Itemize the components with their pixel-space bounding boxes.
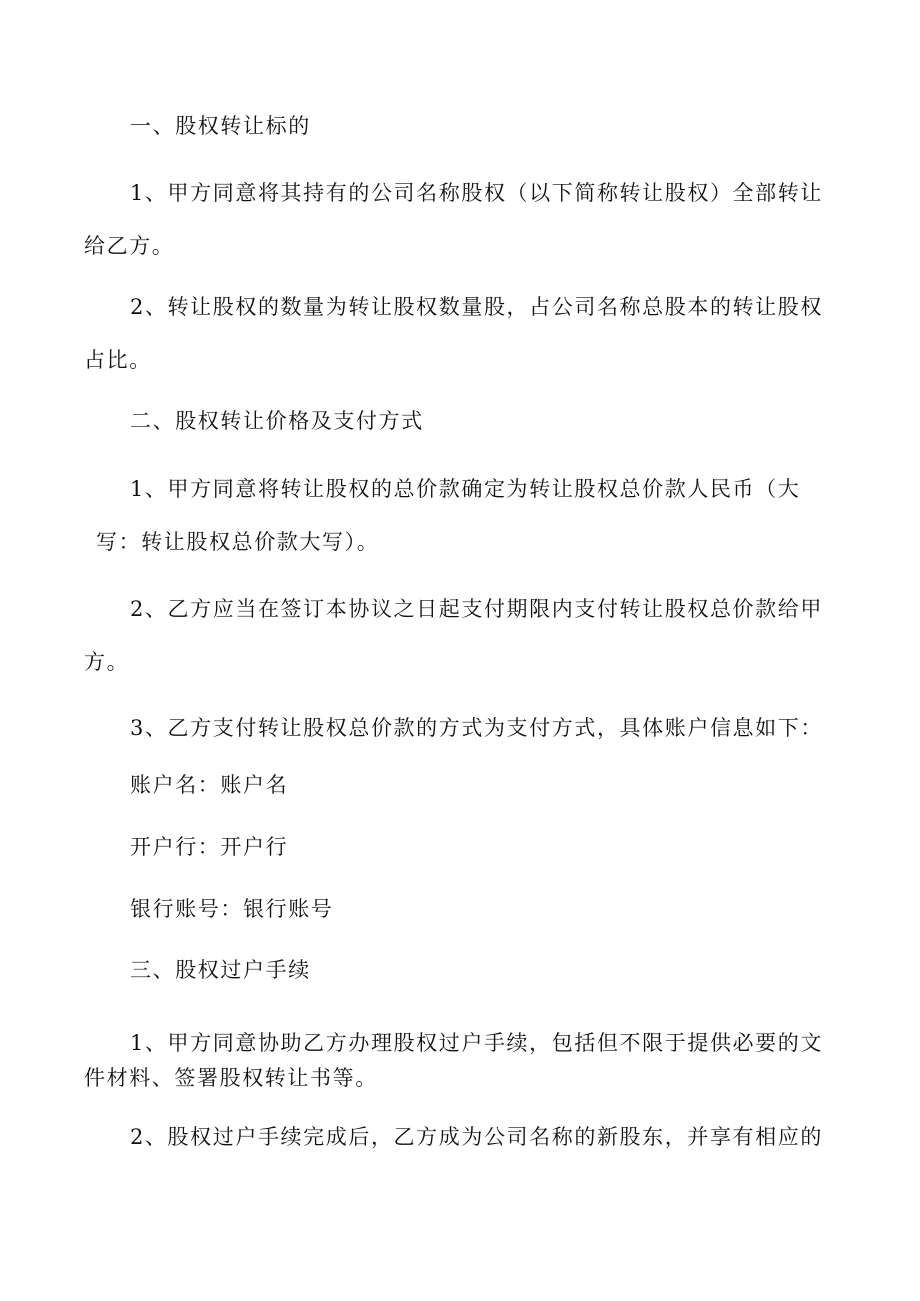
section-heading-2: 二、股权转让价格及支付方式 <box>130 409 424 433</box>
paragraph-line: 1、甲方同意将其持有的公司名称股权（以下简称转让股权）全部转让 <box>130 181 823 205</box>
paragraph-line: 2、转让股权的数量为转让股权数量股，占公司名称总股本的转让股权 <box>130 295 823 319</box>
paragraph-line: 件材料、签署股权转让书等。 <box>84 1066 378 1090</box>
paragraph-line: 给乙方。 <box>84 234 175 258</box>
account-name-line: 账户名：账户名 <box>130 773 289 797</box>
section-heading-1: 一、股权转让标的 <box>130 114 311 138</box>
paragraph-line: 方。 <box>84 650 130 674</box>
paragraph-line: 2、股权过户手续完成后，乙方成为公司名称的新股东，并享有相应的 <box>130 1125 823 1149</box>
bank-line: 开户行：开户行 <box>130 835 289 859</box>
paragraph-line: 3、乙方支付转让股权总价款的方式为支付方式，具体账户信息如下： <box>130 716 823 740</box>
paragraph-line: 占比。 <box>84 348 152 372</box>
paragraph-line: 1、甲方同意将转让股权的总价款确定为转让股权总价款人民币（大 <box>130 477 801 501</box>
paragraph-line: 2、乙方应当在签订本协议之日起支付期限内支付转让股权总价款给甲 <box>130 597 823 621</box>
section-heading-3: 三、股权过户手续 <box>130 958 311 982</box>
account-number-line: 银行账号：银行账号 <box>130 897 334 921</box>
paragraph-line: 1、甲方同意协助乙方办理股权过户手续，包括但不限于提供必要的文 <box>130 1031 823 1055</box>
paragraph-line: 写：转让股权总价款大写）。 <box>96 530 380 554</box>
